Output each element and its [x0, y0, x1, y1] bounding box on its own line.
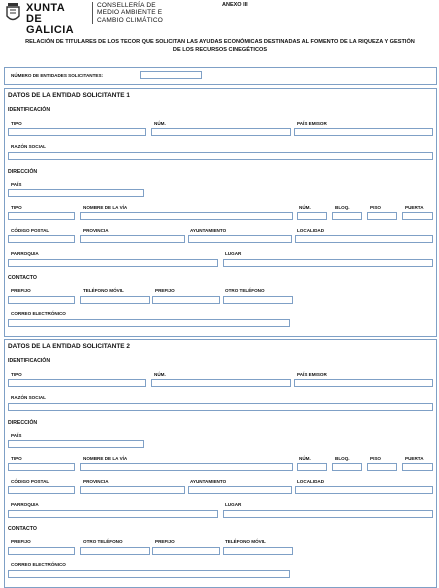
entity-2-via-num-label: NÚM. [299, 456, 311, 461]
entity-2-ayuntamiento-label: AYUNTAMIENTO [190, 479, 227, 484]
header-separator [92, 2, 93, 24]
entity-2-lugar-label: LUGAR [225, 502, 242, 507]
entity-2-contact-3-input[interactable] [152, 547, 220, 555]
conselleria-name [97, 2, 163, 24]
entity-2-contact-3-label: PREFIJO [155, 539, 175, 544]
entity-2-localidad-input[interactable] [295, 486, 433, 494]
entity-2-localidad-label: LOCALIDAD [297, 479, 325, 484]
entity-2-ayuntamiento-input[interactable] [188, 486, 292, 494]
entity-1-provincia-label: PROVINCIA [83, 228, 109, 233]
entity-1-piso-label: PISO [370, 205, 381, 210]
entity-1-contacto: CONTACTO [8, 275, 37, 281]
entity-2-direccion: DIRECCIÓN [8, 420, 38, 426]
entity-1-piso-input[interactable] [367, 212, 397, 220]
entity-2-section [4, 339, 437, 588]
entity-2-puerta-input[interactable] [402, 463, 433, 471]
entity-1-via-tipo-input[interactable] [8, 212, 75, 220]
entity-2-via-tipo-label: TIPO [11, 456, 22, 461]
entity-2-via-nombre-label: NOMBRE DE LA VÍA [83, 456, 128, 461]
entity-2-num-label: NÚM. [154, 372, 166, 377]
entity-2-correo-input[interactable] [8, 570, 290, 578]
entity-2-via-nombre-input[interactable] [80, 463, 293, 471]
entity-1-contact-1-label: PREFIJO [11, 288, 31, 293]
entity-1-via-nombre-input[interactable] [80, 212, 293, 220]
entity-1-parroquia-input[interactable] [8, 259, 218, 267]
logo-line-1: XUNTA [26, 2, 66, 14]
entity-1-contact-4-input[interactable] [223, 296, 293, 304]
entity-2-contacto: CONTACTO [8, 526, 37, 532]
xunta-logo-text [26, 3, 90, 36]
entity-2-parroquia-label: PARROQUIA [11, 502, 39, 507]
entity-1-direccion: DIRECCIÓN [8, 169, 38, 175]
entity-2-bloq-input[interactable] [332, 463, 362, 471]
annex-label: ANEXO III [222, 2, 248, 8]
entity-2-provincia-input[interactable] [80, 486, 185, 494]
entity-2-parroquia-input[interactable] [8, 510, 218, 518]
entity-1-contact-2-input[interactable] [80, 296, 150, 304]
entity-2-provincia-label: PROVINCIA [83, 479, 109, 484]
entity-1-ayuntamiento-label: AYUNTAMIENTO [190, 228, 227, 233]
entity-1-contact-3-label: PREFIJO [155, 288, 175, 293]
entity-2-pais-label: PAÍS [11, 433, 22, 438]
entity-1-cp-label: CÓDIGO POSTAL [11, 228, 50, 233]
entity-1-contact-4-label: OTRO TELÉFONO [225, 288, 265, 293]
entity-1-via-nombre-label: NOMBRE DE LA VÍA [83, 205, 128, 210]
entity-2-contact-2-input[interactable] [80, 547, 150, 555]
document-title [6, 38, 434, 54]
entity-1-ayuntamiento-input[interactable] [188, 235, 292, 243]
conselleria-line-3: CAMBIO CLIMÁTICO [97, 16, 164, 24]
entity-2-cp-input[interactable] [8, 486, 75, 494]
entity-1-correo-input[interactable] [8, 319, 290, 327]
entity-1-num-label: NÚM. [154, 121, 166, 126]
entity-2-correo-label: CORREO ELECTRÓNICO [11, 562, 66, 567]
entity-2-title: DATOS DE LA ENTIDAD SOLICITANTE 2 [8, 343, 130, 350]
entity-2-contact-4-label: TELÉFONO MÓVIL [225, 539, 266, 544]
entity-1-identificacion: IDENTIFICACIÓN [8, 107, 51, 113]
entity-1-localidad-input[interactable] [295, 235, 433, 243]
entity-2-pais-emisor-input[interactable] [294, 379, 433, 387]
entity-1-contact-1-input[interactable] [8, 296, 75, 304]
entity-1-section [4, 88, 437, 337]
entity-2-contact-2-label: OTRO TELÉFONO [83, 539, 123, 544]
entity-2-bloq-label: BLOQ. [335, 456, 350, 461]
entity-2-identificacion: IDENTIFICACIÓN [8, 358, 51, 364]
count-input[interactable] [140, 71, 202, 79]
entity-1-localidad-label: LOCALIDAD [297, 228, 325, 233]
entity-2-pais-input[interactable] [8, 440, 144, 448]
entity-1-parroquia-label: PARROQUIA [11, 251, 39, 256]
entity-1-via-tipo-label: TIPO [11, 205, 22, 210]
count-label: NÚMERO DE ENTIDADES SOLICITANTES: [11, 73, 104, 78]
conselleria-line-1: CONSELLERÍA DE [97, 2, 156, 9]
entity-1-pais-emisor-input[interactable] [294, 128, 433, 136]
entity-1-tipo-input[interactable] [8, 128, 146, 136]
entity-2-contact-4-input[interactable] [223, 547, 293, 555]
conselleria-line-2: MEDIO AMBIENTE E [97, 9, 163, 17]
xunta-emblem-icon [4, 2, 22, 24]
entity-1-lugar-label: LUGAR [225, 251, 242, 256]
entity-1-cp-input[interactable] [8, 235, 75, 243]
logo-line-2: DE GALICIA [26, 13, 75, 36]
entity-2-razon-input[interactable] [8, 403, 433, 411]
entity-1-razon-input[interactable] [8, 152, 433, 160]
entity-1-razon-label: RAZÓN SOCIAL [11, 144, 46, 149]
entity-1-provincia-input[interactable] [80, 235, 185, 243]
entity-1-pais-input[interactable] [8, 189, 144, 197]
entity-2-via-num-input[interactable] [297, 463, 327, 471]
entity-1-title: DATOS DE LA ENTIDAD SOLICITANTE 1 [8, 92, 130, 99]
entity-1-pais-label: PAÍS [11, 182, 22, 187]
entity-2-piso-input[interactable] [367, 463, 397, 471]
entity-1-correo-label: CORREO ELECTRÓNICO [11, 311, 66, 316]
entity-2-pais-emisor-label: PAÍS EMISOR [297, 372, 327, 377]
entity-1-contact-3-input[interactable] [152, 296, 220, 304]
entity-1-num-input[interactable] [151, 128, 291, 136]
entity-2-tipo-input[interactable] [8, 379, 146, 387]
entity-2-piso-label: PISO [370, 456, 381, 461]
entity-1-via-num-input[interactable] [297, 212, 327, 220]
entity-1-puerta-input[interactable] [402, 212, 433, 220]
entity-1-tipo-label: TIPO [11, 121, 22, 126]
entity-2-tipo-label: TIPO [11, 372, 22, 377]
entity-2-cp-label: CÓDIGO POSTAL [11, 479, 50, 484]
entity-2-puerta-label: PUERTA [405, 456, 424, 461]
entity-1-bloq-input[interactable] [332, 212, 362, 220]
count-frame [4, 67, 437, 85]
entity-2-lugar-input[interactable] [223, 510, 433, 518]
entity-2-via-tipo-input[interactable] [8, 463, 75, 471]
entity-1-bloq-label: BLOQ. [335, 205, 350, 210]
entity-1-via-num-label: NÚM. [299, 205, 311, 210]
entity-1-pais-emisor-label: PAÍS EMISOR [297, 121, 327, 126]
entity-2-num-input[interactable] [151, 379, 291, 387]
xunta-logo [4, 2, 90, 36]
entity-1-contact-2-label: TELÉFONO MÓVIL [83, 288, 124, 293]
entity-2-contact-1-label: PREFIJO [11, 539, 31, 544]
entity-2-contact-1-input[interactable] [8, 547, 75, 555]
entity-2-razon-label: RAZÓN SOCIAL [11, 395, 46, 400]
entity-1-puerta-label: PUERTA [405, 205, 424, 210]
title-line-1: RELACIÓN DE TITULARES DE LOS TECOR QUE SOLICITAN LAS AYUDAS ECONÓMICAS DESTINADAS AL FOMENTO DE LA RIQUEZA Y GESTIÓN [25, 39, 415, 45]
title-line-2: DE LOS RECURSOS CINEGÉTICOS [172, 47, 268, 53]
entity-1-lugar-input[interactable] [223, 259, 433, 267]
